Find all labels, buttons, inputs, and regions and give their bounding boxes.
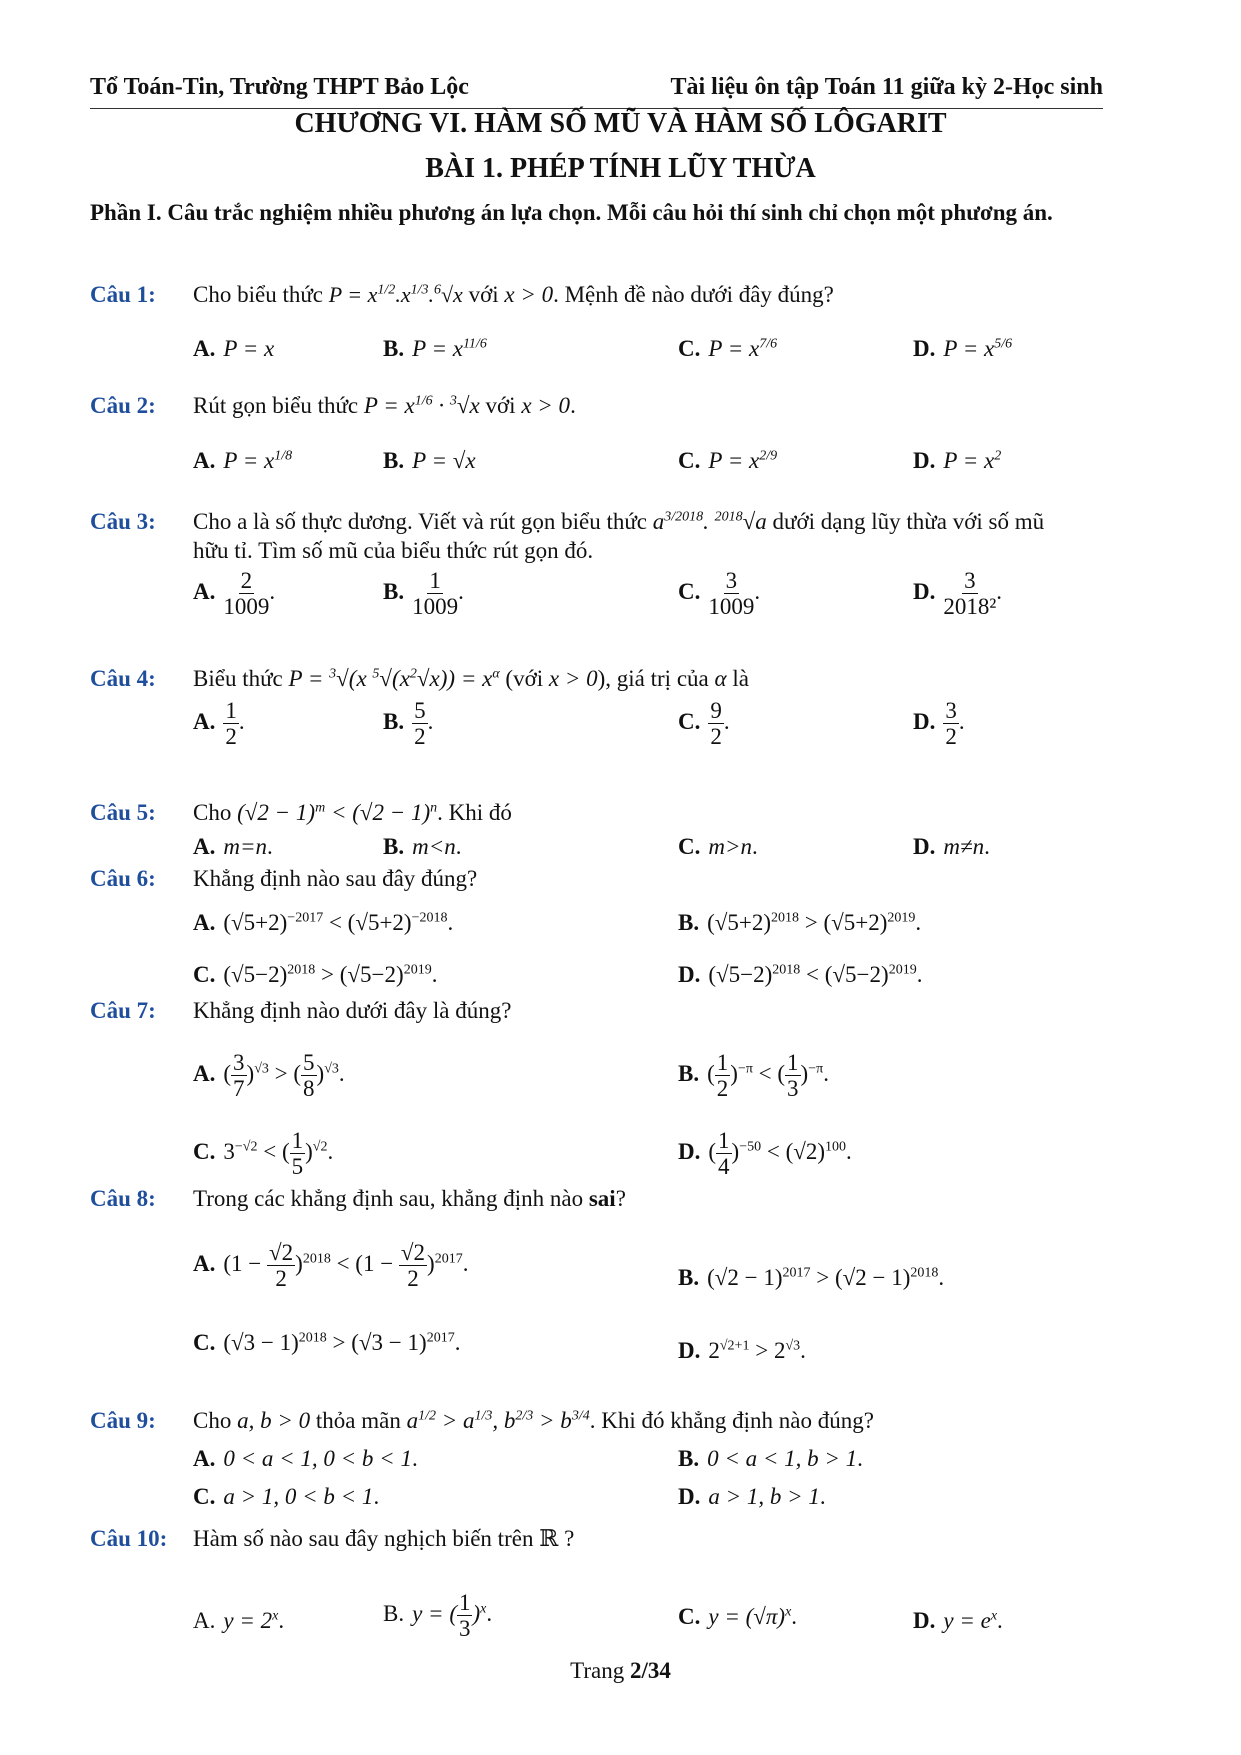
question-number: Câu 4: bbox=[90, 666, 156, 691]
option-label: A. bbox=[193, 579, 216, 605]
option-label: D. bbox=[913, 579, 936, 605]
option-d[interactable]: D. a > 1, b > 1. bbox=[678, 1484, 826, 1509]
math-expression: P = $^3$√(x $^5√(x^2√x)) = x^\alpha$ bbox=[288, 666, 500, 691]
fraction-denominator: 2 bbox=[414, 724, 426, 750]
option-d[interactable]: D. $2^{√2+1} > 2^{√3}$. bbox=[678, 1338, 806, 1363]
option-value: m≠n bbox=[943, 834, 985, 859]
option-a[interactable]: A. $P = x^{1/8}$ bbox=[193, 448, 293, 473]
question-text-line2: hữu tỉ. Tìm số mũ của biểu thức rút gọn đó. bbox=[193, 538, 594, 563]
math-expression: $(√2 - 1)^m < (√2 - 1)^n$ bbox=[237, 800, 438, 825]
fraction-denominator: 2018² bbox=[943, 594, 997, 620]
option-c[interactable]: C. $y = (√\pi)^x$. bbox=[678, 1604, 798, 1629]
option-c[interactable]: C. $P = x^{2/9}$ bbox=[678, 448, 778, 473]
option-b[interactable]: B. P = √x bbox=[383, 448, 476, 473]
option-b[interactable]: B. 0 < a < 1, b > 1. bbox=[678, 1446, 863, 1471]
question-number: Câu 8: bbox=[90, 1186, 156, 1211]
option-label: C. bbox=[678, 448, 701, 473]
question-text-c: . Khi đó khẳng định nào đúng? bbox=[589, 1408, 874, 1433]
question-text-b: ? bbox=[615, 1186, 626, 1211]
question-text: Khẳng định nào sau đây đúng? bbox=[193, 866, 478, 891]
option-c[interactable]: C. $P = x^{7/6}$ bbox=[678, 336, 778, 361]
fraction-numerator: 3 bbox=[725, 568, 738, 593]
lesson-title: BÀI 1. PHÉP TÍNH LŨY THỪA bbox=[425, 153, 816, 184]
option-b[interactable]: B. y = ( $\frac{1}{3}$ )$^x$. bbox=[383, 1590, 493, 1642]
question-text bbox=[193, 393, 576, 419]
question-text-a: Cho a là số thực dương. Viết và rút gọn biểu thức bbox=[193, 509, 648, 534]
question-text-d: là bbox=[732, 666, 749, 691]
math-expression: $P = x^{1/6} \cdot ^3√x$ bbox=[363, 393, 480, 418]
question-text-b: (với bbox=[505, 666, 544, 691]
option-d[interactable]: D. $\frac{3}{\text{2018²}}$ . bbox=[913, 568, 1003, 620]
math-expression: $P = x^{1/2}.x^{1/3}.^6√x$ bbox=[328, 282, 463, 307]
part-title: Phần I. Câu trắc nghiệm nhiều phương án lựa chọn. Mỗi câu hỏi thí sinh chỉ chọn một phương án. bbox=[90, 200, 1053, 225]
question-text-a: Hàm số nào sau đây nghịch biến trên bbox=[193, 1526, 534, 1551]
option-d[interactable]: D. $(√5-2)^{2018} < (√5-2)^{2019}$. bbox=[678, 962, 923, 987]
condition: x > 0 bbox=[521, 393, 571, 418]
fraction-denominator: 1009 bbox=[223, 594, 270, 620]
question-text-c: . Mệnh đề nào dưới đây đúng? bbox=[553, 282, 834, 307]
question-text-c: ), giá trị của bbox=[597, 666, 709, 691]
question-text-a: Cho biểu thức bbox=[193, 282, 324, 307]
option-label: C. bbox=[678, 579, 701, 605]
page-total: /34 bbox=[641, 1658, 671, 1683]
question-text-b: . Khi đó bbox=[437, 800, 512, 825]
question-number: Câu 10: bbox=[90, 1526, 168, 1551]
header-right: Tài liệu ôn tập Toán 11 giữa kỳ 2-Học sinh bbox=[670, 74, 1103, 100]
alpha-symbol: α bbox=[714, 666, 727, 691]
option-b[interactable]: B. $P = x^{11/6}$ bbox=[383, 336, 487, 361]
question-text-b: thỏa mãn bbox=[315, 1408, 401, 1433]
option-a[interactable]: A. P = x bbox=[193, 336, 275, 361]
option-value: a > 1, b > 1 bbox=[708, 1484, 820, 1509]
option-label: B. bbox=[383, 448, 405, 473]
option-a[interactable]: A. ( $\frac{3}{7}$ )$^{√3}$ > ( $\frac{5}{8}$ )$^{√3}$. bbox=[193, 1050, 345, 1102]
footer-prefix: Trang bbox=[570, 1658, 630, 1683]
question-text-b: ? bbox=[564, 1526, 575, 1551]
option-c[interactable]: C. $(√5-2)^{2018} > (√5-2)^{2019}$. bbox=[193, 962, 438, 987]
option-label: A. bbox=[193, 336, 216, 361]
question-text bbox=[193, 800, 512, 826]
fraction-numerator: 1 bbox=[225, 698, 237, 723]
option-b[interactable]: B. $\frac{1}{1009}$ . bbox=[383, 568, 464, 620]
question-text-a: Trong các khẳng định sau, khẳng định nào bbox=[193, 1186, 584, 1211]
option-label: A. bbox=[193, 1446, 216, 1471]
question-text bbox=[193, 509, 1103, 535]
option-c[interactable]: C. $\frac{3}{1009}$ . bbox=[678, 568, 761, 620]
option-label: D. bbox=[913, 709, 936, 735]
question-text bbox=[193, 282, 834, 308]
question-number: Câu 7: bbox=[90, 998, 156, 1023]
option-d[interactable]: D. ( $\frac{1}{4}$ )$^{-50} < (√2)^{100}$. bbox=[678, 1128, 852, 1180]
fraction-numerator: 5 bbox=[414, 698, 426, 723]
option-label: C. bbox=[678, 709, 701, 735]
question-text-c: . bbox=[570, 393, 576, 418]
question-text-b: với bbox=[468, 282, 499, 307]
fraction-numerator: 3 bbox=[964, 568, 976, 593]
fraction-denominator: 2 bbox=[225, 724, 237, 750]
option-a[interactable]: A. $\frac{1}{2}$ . bbox=[193, 698, 245, 750]
option-label: A. bbox=[193, 448, 216, 473]
question-text: Khẳng định nào dưới đây là đúng? bbox=[193, 998, 512, 1023]
fraction-numerator: 3 bbox=[945, 698, 957, 723]
question-text-a: Rút gọn biểu thức bbox=[193, 393, 359, 418]
fraction-numerator: 9 bbox=[710, 698, 722, 723]
fraction-numerator: 2 bbox=[240, 568, 253, 593]
option-d[interactable]: D. $P = x^{5/6}$ bbox=[913, 336, 1013, 361]
question-text-b: với bbox=[485, 393, 516, 418]
option-value: a > 1, 0 < b < 1 bbox=[223, 1484, 374, 1509]
real-set-symbol: ℝ bbox=[539, 1526, 559, 1551]
question-text-a: Cho bbox=[193, 800, 232, 825]
question-number: Câu 2: bbox=[90, 393, 156, 418]
page-number: 2 bbox=[629, 1658, 642, 1683]
fraction-denominator: 1009 bbox=[412, 594, 459, 620]
question-text-b: dưới dạng lũy thừa với số mũ bbox=[772, 509, 1045, 534]
option-a[interactable]: A. $y = 2^x$. bbox=[193, 1608, 285, 1633]
question-number: Câu 3: bbox=[90, 509, 156, 534]
option-d[interactable]: D. m≠n. bbox=[913, 834, 990, 859]
option-value: 0 < a < 1, b > 1 bbox=[707, 1446, 858, 1471]
fraction-denominator: 2 bbox=[710, 724, 722, 750]
fraction-denominator: 2 bbox=[945, 724, 957, 750]
option-label: B. bbox=[383, 834, 405, 859]
option-value: m>n bbox=[708, 834, 753, 859]
fraction-denominator: 1009 bbox=[708, 594, 755, 620]
option-label: D. bbox=[678, 1484, 701, 1509]
option-b[interactable]: B. $\frac{5}{2}$ . bbox=[383, 698, 434, 750]
option-c[interactable]: C. m>n. bbox=[678, 834, 758, 859]
option-label: B. bbox=[383, 579, 405, 605]
question-text bbox=[193, 1186, 626, 1212]
option-c[interactable]: C. a > 1, 0 < b < 1. bbox=[193, 1484, 380, 1509]
option-a[interactable]: A. (1 − $\frac{√2}{2}$ )$^{2018}$ < (1 − $\frac{√2}{2}$ )$^{2017}$. bbox=[193, 1240, 469, 1292]
option-label: A. bbox=[193, 709, 216, 735]
page-footer bbox=[0, 1658, 1241, 1684]
option-label: B. bbox=[383, 709, 405, 735]
option-label: D. bbox=[913, 336, 936, 361]
option-label: B. bbox=[678, 1446, 700, 1471]
option-value: 0 < a < 1, 0 < b < 1 bbox=[223, 1446, 412, 1471]
chapter-title: CHƯƠNG VI. HÀM SỐ MŨ VÀ HÀM SỐ LÔGARIT bbox=[294, 108, 947, 139]
option-b[interactable]: B. m<n. bbox=[383, 834, 462, 859]
option-a[interactable]: A. m=n. bbox=[193, 834, 273, 859]
question-text-a: Cho bbox=[193, 1408, 232, 1433]
condition: x > 0 bbox=[548, 666, 598, 691]
question-number: Câu 9: bbox=[90, 1408, 156, 1433]
option-a[interactable]: A. 0 < a < 1, 0 < b < 1. bbox=[193, 1446, 418, 1471]
option-label: C. bbox=[193, 1484, 216, 1509]
question-text-a: Biểu thức bbox=[193, 666, 283, 691]
question-text bbox=[193, 1526, 574, 1552]
option-d[interactable]: D. $\frac{3}{2}$ . bbox=[913, 698, 965, 750]
option-c[interactable]: C. $(√3 - 1)^{2018} > (√3 - 1)^{2017}$. bbox=[193, 1330, 461, 1355]
option-label: A. bbox=[193, 834, 216, 859]
option-d[interactable]: D. $y = e^x$. bbox=[913, 1608, 1003, 1633]
option-b[interactable]: B. $(√5+2)^{2018} > (√5+2)^{2019}$. bbox=[678, 910, 922, 935]
option-b[interactable]: B. $(√2 - 1)^{2017} > (√2 - 1)^{2018}$. bbox=[678, 1265, 945, 1290]
condition: x > 0 bbox=[504, 282, 554, 307]
fraction-numerator: 1 bbox=[429, 568, 441, 593]
option-label: D. bbox=[913, 448, 936, 473]
option-c[interactable]: C. $\frac{9}{2}$ . bbox=[678, 698, 730, 750]
question-text bbox=[193, 666, 749, 692]
math-expression: $a^{1/2} > a^{1/3}$, $b^{2/3} > b^{3/4}$ bbox=[406, 1408, 590, 1433]
question-text bbox=[193, 1408, 874, 1434]
page-header bbox=[90, 72, 1103, 109]
math-expression: $a^{3/2018}$. $^{2018}$√a bbox=[652, 509, 767, 534]
question-number: Câu 1: bbox=[90, 282, 156, 307]
emphasis-text: sai bbox=[588, 1186, 616, 1211]
option-a[interactable]: A. $(√5+2)^{-2017} < (√5+2)^{-2018}$. bbox=[193, 910, 454, 935]
option-d[interactable]: D. $P = x^2$ bbox=[913, 448, 1002, 473]
option-label: C. bbox=[678, 834, 701, 859]
option-c[interactable]: C. $3^{-√2}$ < ( $\frac{1}{5}$ )$^{√2}$. bbox=[193, 1128, 334, 1180]
question-number: Câu 5: bbox=[90, 800, 156, 825]
condition: a, b > 0 bbox=[237, 1408, 311, 1433]
option-label: D. bbox=[913, 834, 936, 859]
question-number: Câu 6: bbox=[90, 866, 156, 891]
header-left: Tổ Toán-Tin, Trường THPT Bảo Lộc bbox=[90, 74, 469, 100]
option-label: C. bbox=[678, 336, 701, 361]
option-value: m<n bbox=[412, 834, 456, 859]
option-label: B. bbox=[383, 336, 405, 361]
option-value: m=n bbox=[223, 834, 268, 859]
option-a[interactable]: A. $\frac{2}{1009}$ . bbox=[193, 568, 276, 620]
option-b[interactable]: B. ( $\frac{1}{2}$ )$^{-\pi}$ < ( $\frac{1}{3}$ )$^{-\pi}$. bbox=[678, 1050, 829, 1102]
